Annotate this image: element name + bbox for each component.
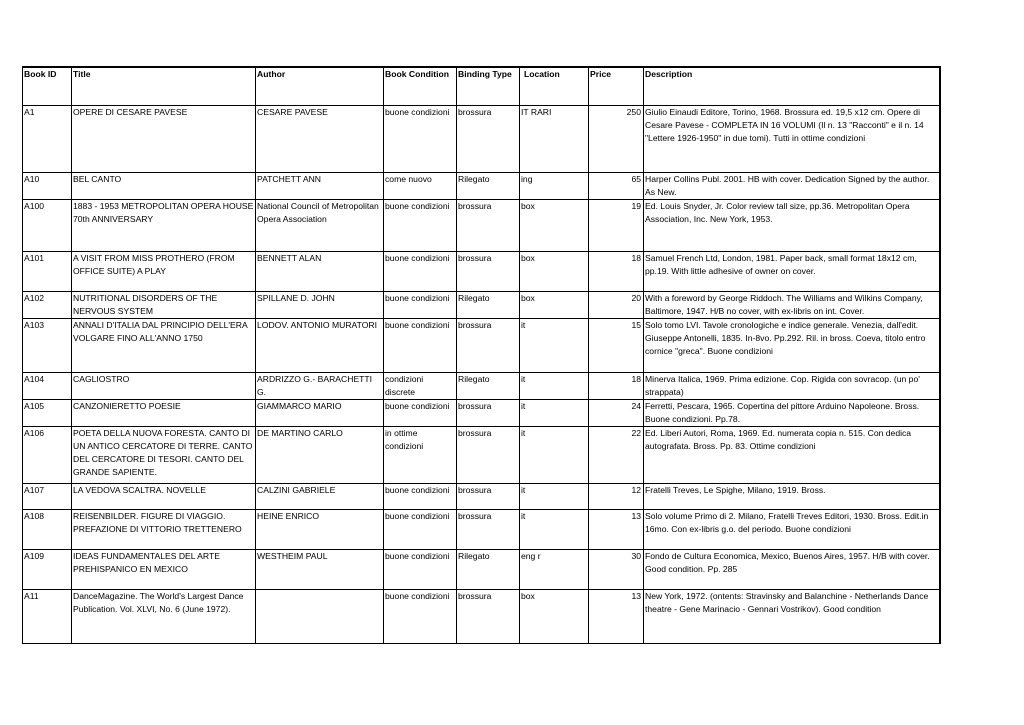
cell-author: CESARE PAVESE [256,105,384,172]
cell-binding: brossura [457,399,520,426]
header-book-id: Book ID [23,67,72,105]
header-title: Title [72,67,256,105]
cell-condition: buone condizioni [384,251,457,291]
cell-condition: buone condizioni [384,318,457,372]
cell-price: 18 [589,251,644,291]
cell-description: Harper Collins Publ. 2001. HB with cover. Dedication Signed by the author. As New. [644,172,940,199]
cell-price: 13 [589,589,644,643]
cell-binding: Rilegato [457,549,520,589]
cell-book-id: A1 [23,105,72,172]
cell-binding: Rilegato [457,291,520,318]
cell-price: 30 [589,549,644,589]
cell-title: CAGLIOSTRO [72,372,256,399]
table-row [23,549,940,589]
cell-location: it [520,509,589,549]
cell-location: it [520,426,589,483]
table-row [23,509,940,549]
cell-condition: buone condizioni [384,105,457,172]
cell-title: CANZONIERETTO POESIE [72,399,256,426]
cell-book-id: A104 [23,372,72,399]
cell-author: PATCHETT ANN [256,172,384,199]
cell-title: POETA DELLA NUOVA FORESTA. CANTO DI UN ANTICO CERCATORE DI TERRE. CANTO DEL CERCATORE DI TESORI. CANTO DEL GRANDE SAPIENTE. [72,426,256,483]
cell-condition: buone condizioni [384,509,457,549]
cell-author: SPILLANE D. JOHN [256,291,384,318]
cell-author: BENNETT ALAN [256,251,384,291]
header-location: Location [520,67,589,105]
cell-book-id: A109 [23,549,72,589]
cell-title: DanceMagazine. The World's Largest Dance Publication. Vol. XLVI, No. 6 (June 1972). [72,589,256,643]
table-row [23,589,940,643]
cell-condition: condizioni discrete [384,372,457,399]
cell-location: box [520,251,589,291]
cell-title: OPERE DI CESARE PAVESE [72,105,256,172]
cell-book-id: A106 [23,426,72,483]
cell-price: 65 [589,172,644,199]
cell-title: A VISIT FROM MISS PROTHERO (FROM OFFICE SUITE) A PLAY [72,251,256,291]
cell-location: box [520,291,589,318]
cell-binding: brossura [457,589,520,643]
cell-price: 19 [589,199,644,251]
cell-condition: buone condizioni [384,199,457,251]
cell-author [256,589,384,643]
table-row [23,426,940,483]
cell-book-id: A101 [23,251,72,291]
cell-book-id: A107 [23,483,72,509]
book-inventory-table [22,66,941,644]
cell-author: CALZINI GABRIELE [256,483,384,509]
cell-author: HEINE ENRICO [256,509,384,549]
cell-description: New York, 1972. (ontents: Stravinsky and Balanchine - Netherlands Dance theatre - Gene Marinacio - Gennari Vostrikov). Good condition [644,589,940,643]
cell-title: REISENBILDER. FIGURE DI VIAGGIO. PREFAZIONE DI VITTORIO TRETTENERO [72,509,256,549]
cell-binding: Rilegato [457,372,520,399]
cell-condition: come nuovo [384,172,457,199]
cell-book-id: A108 [23,509,72,549]
cell-binding: brossura [457,483,520,509]
cell-condition: buone condizioni [384,399,457,426]
cell-condition: in ottime condizioni [384,426,457,483]
cell-description: Ferretti, Pescara, 1965. Copertina del pittore Arduino Napoleone. Bross. Buone condizioni. Pp.78. [644,399,940,426]
cell-price: 250 [589,105,644,172]
cell-book-id: A105 [23,399,72,426]
cell-description: With a foreword by George Riddoch. The Williams and Wilkins Company, Baltimore, 1947. H/B no cover, with ex-libris on int. Cover. [644,291,940,318]
cell-condition: buone condizioni [384,589,457,643]
cell-description: Ed. Louis Snyder, Jr. Color review tall size, pp.36. Metropolitan Opera Association, Inc. New York, 1953. [644,199,940,251]
cell-location: ing [520,172,589,199]
cell-title: 1883 - 1953 METROPOLITAN OPERA HOUSE 70th ANNIVERSARY [72,199,256,251]
cell-binding: brossura [457,105,520,172]
cell-price: 15 [589,318,644,372]
cell-location: it [520,483,589,509]
cell-author: DE MARTINO CARLO [256,426,384,483]
cell-author: National Council of Metropolitan Opera Association [256,199,384,251]
table-row [23,251,940,291]
cell-description: Samuel French Ltd, London, 1981. Paper back, small format 18x12 cm, pp.19. With little adhesive of owner on cover. [644,251,940,291]
cell-price: 13 [589,509,644,549]
cell-author: GIAMMARCO MARIO [256,399,384,426]
cell-location: eng r [520,549,589,589]
cell-binding: brossura [457,199,520,251]
cell-author: ARDRIZZO G.- BARACHETTI G. [256,372,384,399]
table-row [23,372,940,399]
cell-location: box [520,589,589,643]
table-row [23,172,940,199]
cell-book-id: A100 [23,199,72,251]
cell-title: IDEAS FUNDAMENTALES DEL ARTE PREHISPANICO EN MEXICO [72,549,256,589]
cell-price: 12 [589,483,644,509]
cell-title: NUTRITIONAL DISORDERS OF THE NERVOUS SYSTEM [72,291,256,318]
table-row [23,199,940,251]
cell-location: it [520,399,589,426]
cell-location: box [520,199,589,251]
cell-title: ANNALI D'ITALIA DAL PRINCIPIO DELL'ERA VOLGARE FINO ALL'ANNO 1750 [72,318,256,372]
cell-description: Minerva Italica, 1969. Prima edizione. Cop. Rigida con sovracop. (un po' strappata) [644,372,940,399]
cell-book-id: A10 [23,172,72,199]
cell-description: Solo volume Primo di 2. Milano, Fratelli Treves Editori, 1930. Bross. Edit.in 16mo. Con ex-libris g.o. del periodo. Buone condizioni [644,509,940,549]
cell-description: Fratelli Treves, Le Spighe, Milano, 1919. Bross. [644,483,940,509]
cell-location: IT RARI [520,105,589,172]
cell-binding: Rilegato [457,172,520,199]
cell-title: LA VEDOVA SCALTRA. NOVELLE [72,483,256,509]
table-row [23,105,940,172]
cell-location: it [520,372,589,399]
cell-description: Ed. Liberi Autori, Roma, 1969. Ed. numerata copia n. 515. Con dedica autografata. Bross. Pp. 83. Ottime condizioni [644,426,940,483]
header-author: Author [256,67,384,105]
table-row [23,483,940,509]
header-price: Price [589,67,644,105]
cell-title: BEL CANTO [72,172,256,199]
cell-condition: buone condizioni [384,549,457,589]
cell-description: Giulio Einaudi Editore, Torino, 1968. Brossura ed. 19,5 x12 cm. Opere di Cesare Pavese - COMPLETA IN 16 VOLUMI (Il n. 13 "Racconti" e il n. 14 "Lettere 1926-1950" in due tomi). Tutti in ottime condizioni [644,105,940,172]
cell-book-id: A102 [23,291,72,318]
cell-price: 22 [589,426,644,483]
table-row [23,291,940,318]
cell-author: LODOV. ANTONIO MURATORI [256,318,384,372]
cell-binding: brossura [457,509,520,549]
cell-book-id: A11 [23,589,72,643]
cell-book-id: A103 [23,318,72,372]
cell-description: Fondo de Cultura Economica, Mexico, Buenos Aires, 1957. H/B with cover. Good condition. Pp. 285 [644,549,940,589]
cell-price: 18 [589,372,644,399]
cell-author: WESTHEIM PAUL [256,549,384,589]
cell-description: Solo tomo LVI. Tavole cronologiche e indice generale. Venezia, dall'edit. Giuseppe Antonelli, 1835. In-8vo. Pp.292. Ril. in bross. Coeva, titolo entro cornice "greca". Buone condizioni [644,318,940,372]
cell-location: it [520,318,589,372]
table-row [23,399,940,426]
cell-binding: brossura [457,318,520,372]
header-binding: Binding Type [457,67,520,105]
header-row [23,67,940,105]
header-condition: Book Condition [384,67,457,105]
cell-binding: brossura [457,251,520,291]
cell-condition: buone condizioni [384,483,457,509]
cell-binding: brossura [457,426,520,483]
cell-price: 24 [589,399,644,426]
table-row [23,318,940,372]
cell-price: 20 [589,291,644,318]
cell-condition: buone condizioni [384,291,457,318]
header-description: Description [644,67,940,105]
